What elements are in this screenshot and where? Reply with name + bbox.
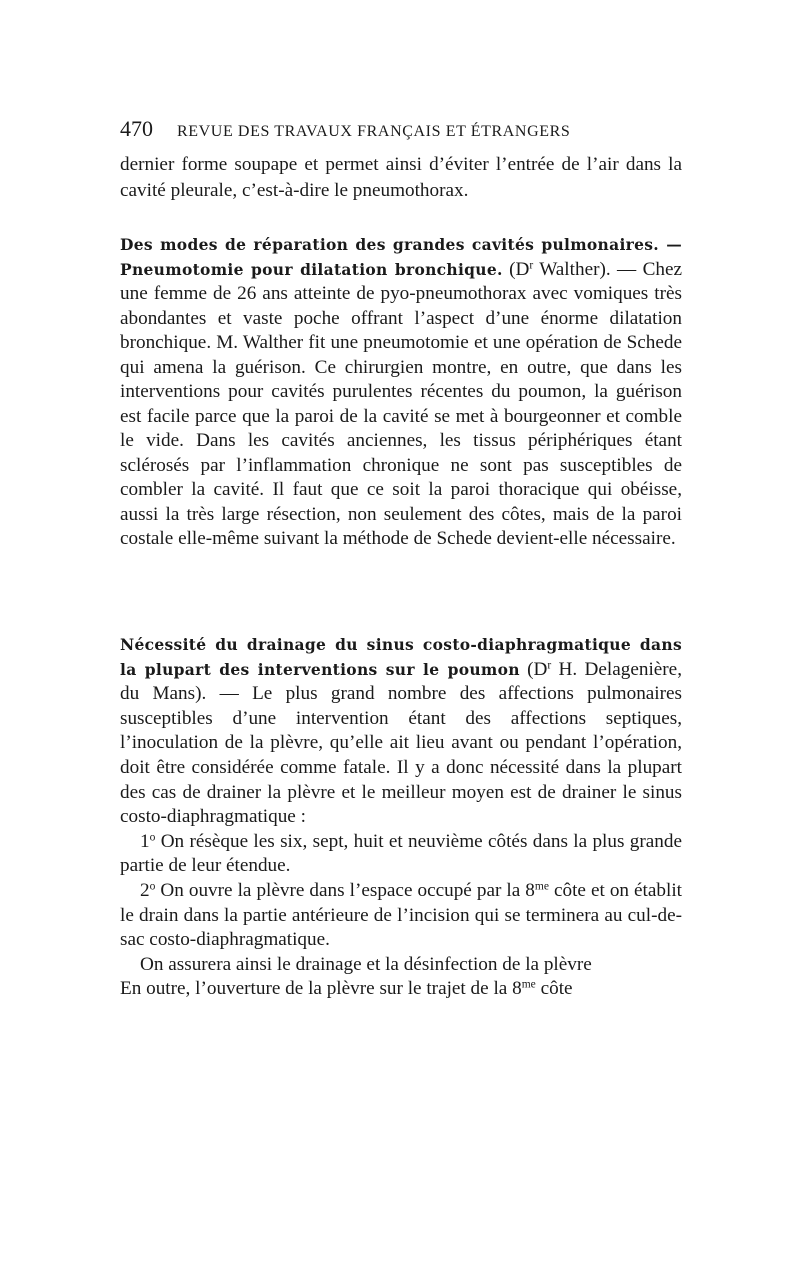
section-delageniere-heading: Nécessité du drainage du sinus costo-diaphragmatique dans la plupart des interventions sur le poumon [120,635,682,679]
list-item-2 [120,879,682,953]
section-walther-paragraph [120,233,682,552]
list-item-1 [120,830,682,879]
section-walther-body: — Chez une femme de 26 ans atteinte de pyo-pneumothorax avec vomiques très abondantes et vaste poche offrant l’aspect d’une énorme dilatation bronchique. M. Walther fit une pneumotomie et une opération de Schede qui amena la guérison. Ce chirurgien montre, en outre, que dans les interventions pour cavités purulentes récentes du poumon, la guérison est facile parce que la paroi de la cavité se met à bourgeonner et comble le vide. Dans les cavités anciennes, les tissus périphériques étant sclérosés par l’inflammation chronique ne sont pas susceptibles de combler la cavité. Il faut que ce soit la paroi thoracique qui obéisse, aussi la très large résection, non seulement des côtes, mais de la paroi costale elle-même suivant la méthode de Schede devient-elle nécessaire. [120,258,683,549]
paragraph-continuation [120,977,682,1002]
intro-paragraph [120,152,682,204]
intro-text: dernier forme soupape et permet ainsi d’éviter l’entrée de l’air dans la cavité pleurale, c’est-à-dire le pneumothorax. [120,154,682,201]
item-text-cont: côte et on établit le drain dans la partie antérieure de l’incision qui se terminera au cul-de-sac costo-diaphragmatique. [120,879,682,951]
section-delageniere-body: — Le plus grand nombre des affections pulmonaires susceptibles d’une intervention étant des affections septiques, l’inoculation de la plèvre, qu’elle ait lieu avant ou pendant l’opération, doit être considérée comme fatale. Il y a donc nécessité dans la plupart des cas de drainer la plèvre et le meilleur moyen est de drainer le sinus costo-diaphragmatique : [120,683,683,828]
author-prefix: (D [527,658,548,680]
item-number: 1 [140,830,150,852]
item-text: On ouvre la plèvre dans l’espace occupé par la 8 [155,879,535,901]
section-delageniere [120,633,682,1002]
author-sup: r [547,659,552,672]
section-delageniere-paragraph [120,633,682,830]
section-walther-heading: Des modes de réparation des grandes cavités pulmonaires. — Pneumotomie pour dilatation bronchique. [120,235,682,279]
item-text: On résèque les six, sept, huit et neuvième côtés dans la plus grande partie de leur étendue. [120,830,682,877]
section-walther [120,233,682,552]
running-title: REVUE DES TRAVAUX FRANÇAIS ET ÉTRANGERS [177,123,571,140]
ordinal-me: me [534,880,549,893]
author-prefix: (D [509,258,530,280]
author-name: H. Delagenière, du Mans). [120,658,682,705]
author-name: Walther). [533,258,611,280]
line-text-end: côte [535,978,573,1000]
item-number: 2 [140,879,150,901]
running-header [120,116,682,142]
paragraph-drainage: On assurera ainsi le drainage et la désinfection de la plèvre [140,953,592,975]
author-sup: r [529,259,534,272]
item-ordinal: o [149,831,156,844]
line-text: En outre, l’ouverture de la plèvre sur le trajet de la 8 [120,978,522,1000]
ordinal-me: me [521,978,536,991]
item-ordinal: o [149,880,156,893]
page-number: 470 [120,116,153,141]
